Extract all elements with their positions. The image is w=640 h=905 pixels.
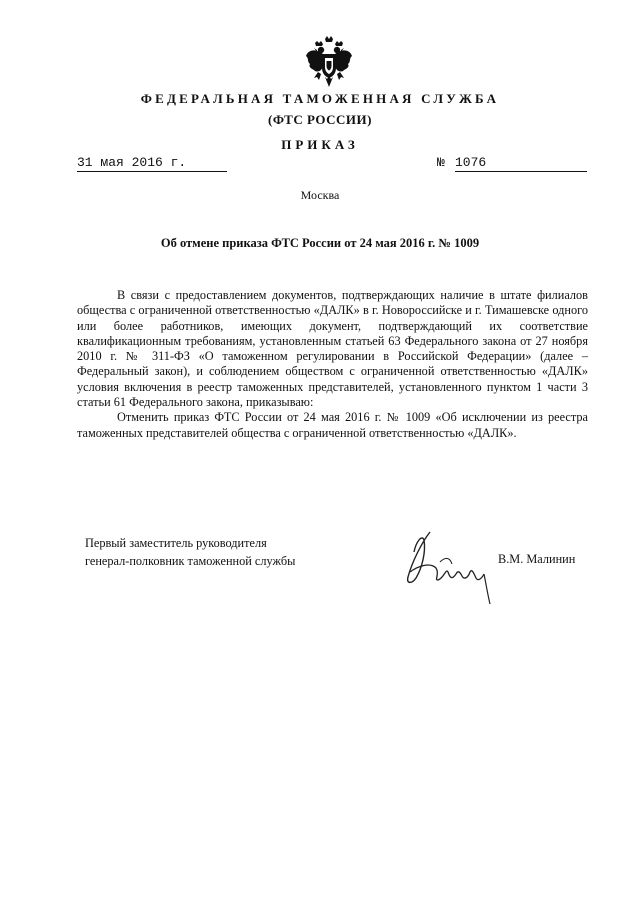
- document-type: ПРИКАЗ: [281, 137, 359, 152]
- document-title: Об отмене приказа ФТС России от 24 мая 2016 г. № 1009: [160, 236, 480, 250]
- order-date: 31 мая 2016 г.: [77, 155, 227, 172]
- handwritten-signature: [400, 522, 500, 612]
- agency-short-name: (ФТС РОССИИ): [268, 112, 372, 127]
- signatory-position-line-2: генерал-полковник таможенной службы: [85, 554, 296, 568]
- paragraph-1-text: В связи с предоставлением документов, подтверждающих наличие в штате филиалов общества с ограниченной ответственностью «ДАЛК» в г. Новороссийске и г. Тимашевске одного или более работников, имеющих документ, подтверждающий их соответствие квалификационным требованиям, установленным статьей 63 Федерального закона от 27 ноября 2010 г. № 311-ФЗ «О таможенном регулировании в Российской Федерации» (далее – Федеральный закон), и соблюдением обществом с ограниченной ответственностью «ДАЛК» условия включения в реестр таможенных представителей, установленного пунктом 1 части 3 статьи 61 Федерального закона,: [77, 288, 588, 410]
- signatory-position-line-1: Первый заместитель руководителя: [85, 536, 267, 550]
- body-paragraph-2: Отменить приказ ФТС России от 24 мая 2016 г. № 1009 «Об исключении из реестра таможенных представителей общества с ограниченной ответственностью «ДАЛК».: [77, 410, 588, 440]
- signer-name: В.М. Малинин: [498, 552, 576, 566]
- city: Москва: [300, 188, 340, 202]
- number-sign: №: [437, 155, 445, 170]
- body-paragraph-1: [77, 288, 588, 410]
- signatory-position: [85, 534, 365, 570]
- order-number: 1076: [455, 155, 587, 172]
- order-word: приказываю:: [246, 395, 314, 410]
- order-number-row: [437, 155, 587, 170]
- agency-name: ФЕДЕРАЛЬНАЯ ТАМОЖЕННАЯ СЛУЖБА: [140, 91, 500, 106]
- russian-coat-of-arms-icon: [305, 36, 353, 88]
- document-body: [77, 288, 588, 441]
